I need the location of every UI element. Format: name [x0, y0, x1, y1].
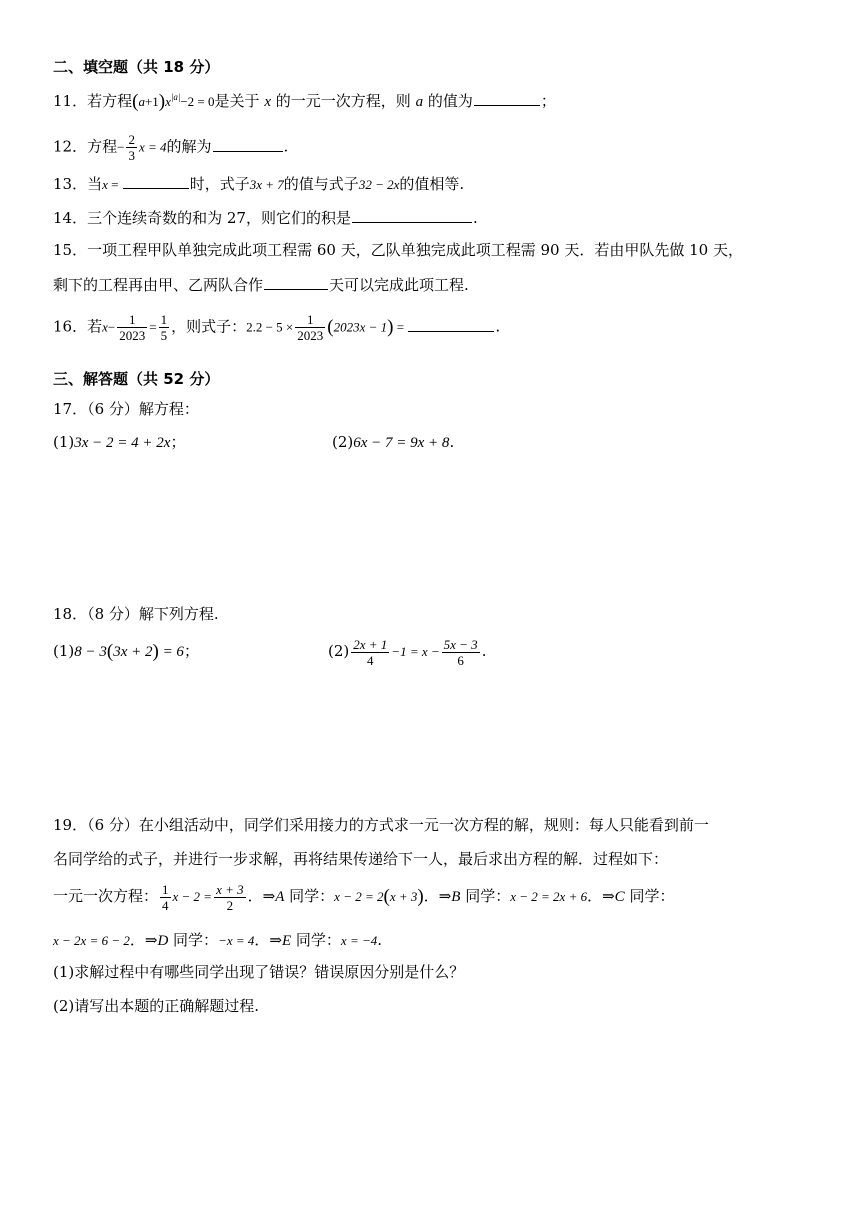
- question-19-sub-1: (1)求解过程中有哪些同学出现了错误？错误原因分别是什么？: [53, 963, 465, 981]
- section-heading-fill-in: 二、填空题（共 18 分）: [53, 58, 220, 76]
- question-18-title: 18．（8 分）解下列方程.: [53, 605, 219, 623]
- question-number: 15．: [53, 241, 88, 259]
- question-19-line-4: x − 2x = 6 − 2．⇒D 同学：−x = 4．⇒E 同学：x = −4.: [53, 931, 383, 949]
- answer-blank[interactable]: [352, 206, 472, 223]
- fraction: $\frac{1}{2023}$: [119, 312, 146, 343]
- question-text: 若方程: [87, 92, 133, 110]
- question-17-part-2: (2)6x − 7 = 9x + 8.: [332, 433, 455, 451]
- question-15-continued: 剩下的工程再由甲、乙两队合作 天可以完成此项工程.: [53, 273, 469, 295]
- question-15: 15．一项工程甲队单独完成此项工程需 60 天，乙队单独完成此项工程需 90 天．若由甲队先做 10 天，: [53, 241, 743, 259]
- fraction: $\frac{1}{2023}$: [297, 312, 324, 343]
- fraction: $\frac{x + 3}{2}$: [216, 881, 244, 913]
- question-number: 13．: [53, 175, 88, 193]
- fraction: $\frac{2x + 1}{4}$: [353, 636, 388, 668]
- question-12: 12．方程− $\frac{2}{3}$ x = 4的解为 .: [53, 132, 289, 163]
- question-17-part-1: (1)3x − 2 = 4 + 2x；: [53, 433, 186, 451]
- question-number: 11．: [53, 92, 88, 110]
- question-14: 14．三个连续奇数的和为 27，则它们的积是 .: [53, 206, 478, 228]
- question-11: 11．若方程$(a+1)x^{|a|}-2 = 0$是关于 x 的一元一次方程，则 a 的值为 ；: [53, 91, 556, 112]
- fraction: $\frac{1}{5}$: [160, 312, 168, 343]
- question-18-part-2: (2) $\frac{2x + 1}{4}$ −1 = x − $\frac{5x - 3}{6}$ .: [328, 636, 487, 668]
- answer-blank[interactable]: [264, 273, 328, 290]
- answer-blank[interactable]: [474, 89, 540, 106]
- fraction: $\frac{1}{4}$: [162, 881, 169, 913]
- question-19-sub-2: (2)请写出本题的正确解题过程.: [53, 997, 260, 1015]
- answer-blank[interactable]: [123, 172, 189, 189]
- question-number: 16．: [53, 317, 88, 336]
- question-19-line-3: 一元一次方程： $\frac{1}{4}$ x − 2 = $\frac{x + 3}{2}$ ．⇒A 同学：x − 2 = 2(x + 3)．⇒B 同学：x − 2 = 2x + 6．⇒C 同学：: [53, 881, 675, 913]
- fraction: $\frac{5x - 3}{6}$: [443, 636, 478, 668]
- question-13: 13．当x = 时，式子3x + 7的值与式子32 − 2x的值相等.: [53, 172, 464, 195]
- question-17-title: 17．（6 分）解方程：: [53, 400, 199, 418]
- answer-blank[interactable]: [213, 135, 283, 152]
- question-19-line-2: 名同学给的式子，并进行一步求解，再将结果传递给下一人，最后求出方程的解．过程如下：: [53, 850, 669, 868]
- section-heading-solutions: 三、解答题（共 52 分）: [53, 370, 220, 388]
- question-number: 12．: [53, 137, 88, 156]
- fraction: $\frac{2}{3}$: [128, 132, 135, 163]
- question-number: 14．: [53, 209, 88, 227]
- question-19-line-1: 19．（6 分）在小组活动中，同学们采用接力的方式求一元一次方程的解，规则：每人只能看到前一: [53, 816, 709, 834]
- question-18-part-1: (1)8 − 3(3x + 2) = 6；: [53, 641, 199, 662]
- answer-blank[interactable]: [408, 315, 494, 332]
- question-16: 16．若x− $\frac{1}{2023}$ = $\frac{1}{5}$ ，则式子：2.2 − 5 × $\frac{1}{2023}$ (2023x − 1) = .: [53, 312, 501, 343]
